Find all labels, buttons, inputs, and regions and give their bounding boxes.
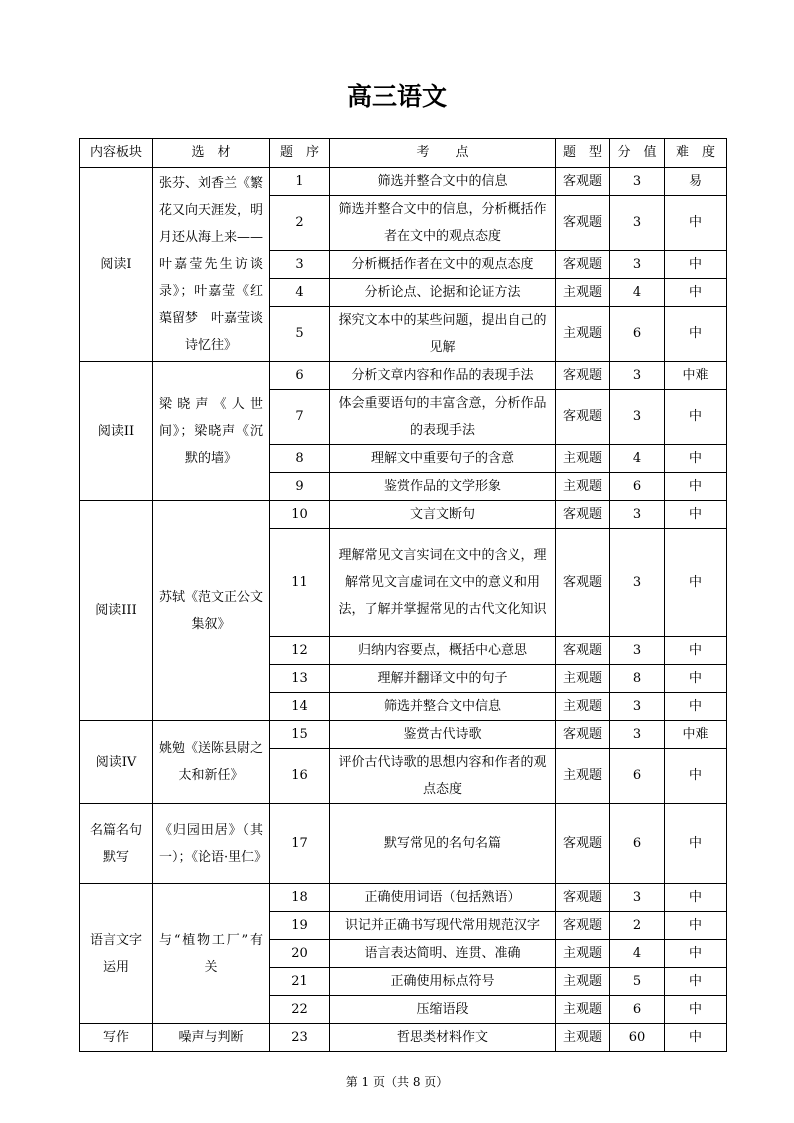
material-cell: 梁晓声《人世间》；梁晓声《沉默的墙》 [153, 362, 270, 501]
header-cell: 题 序 [270, 139, 330, 168]
question-type-cell: 客观题 [556, 529, 610, 637]
question-type-cell: 主观题 [556, 996, 610, 1024]
question-type-cell: 客观题 [556, 362, 610, 390]
exam-point-cell: 识记并正确书写现代常用规范汉字 [330, 912, 556, 940]
exam-point-cell: 筛选并整合文中信息 [330, 693, 556, 721]
question-number-cell: 11 [270, 529, 330, 637]
exam-point-cell: 哲思类材料作文 [330, 1024, 556, 1052]
question-type-cell: 主观题 [556, 693, 610, 721]
question-type-cell: 客观题 [556, 501, 610, 529]
block-name-cell: 语言文字运用 [80, 884, 153, 1024]
question-type-cell: 客观题 [556, 196, 610, 251]
question-type-cell: 主观题 [556, 473, 610, 501]
header-cell: 分 值 [610, 139, 665, 168]
difficulty-cell: 中 [665, 804, 727, 884]
header-cell: 内容板块 [80, 139, 153, 168]
exam-point-cell: 分析文章内容和作品的表现手法 [330, 362, 556, 390]
question-type-cell: 主观题 [556, 1024, 610, 1052]
score-cell: 2 [610, 912, 665, 940]
exam-spec-table [79, 138, 727, 1052]
material-cell: 《归园田居》（其一）；《论语·里仁》 [153, 804, 270, 884]
question-number-cell: 12 [270, 637, 330, 665]
question-number-cell: 9 [270, 473, 330, 501]
question-type-cell: 客观题 [556, 637, 610, 665]
question-type-cell: 主观题 [556, 445, 610, 473]
difficulty-cell: 中 [665, 1024, 727, 1052]
exam-point-cell: 文言文断句 [330, 501, 556, 529]
score-cell: 6 [610, 473, 665, 501]
difficulty-cell: 中 [665, 749, 727, 804]
score-cell: 5 [610, 968, 665, 996]
question-type-cell: 客观题 [556, 390, 610, 445]
block-name-cell: 写作 [80, 1024, 153, 1052]
score-cell: 3 [610, 529, 665, 637]
difficulty-cell: 中 [665, 968, 727, 996]
material-cell: 姚勉《送陈县尉之太和新任》 [153, 721, 270, 804]
exam-point-cell: 压缩语段 [330, 996, 556, 1024]
score-cell: 3 [610, 390, 665, 445]
score-cell: 3 [610, 362, 665, 390]
question-number-cell: 10 [270, 501, 330, 529]
difficulty-cell: 中难 [665, 721, 727, 749]
material-cell: 与“植物工厂”有关 [153, 884, 270, 1024]
question-number-cell: 15 [270, 721, 330, 749]
block-name-cell: 阅读IV [80, 721, 153, 804]
question-number-cell: 4 [270, 279, 330, 307]
block-name-cell: 阅读I [80, 168, 153, 362]
question-number-cell: 8 [270, 445, 330, 473]
difficulty-cell: 中 [665, 279, 727, 307]
score-cell: 4 [610, 445, 665, 473]
header-cell: 难 度 [665, 139, 727, 168]
question-type-cell: 客观题 [556, 912, 610, 940]
question-number-cell: 19 [270, 912, 330, 940]
difficulty-cell: 中 [665, 940, 727, 968]
score-cell: 3 [610, 721, 665, 749]
question-number-cell: 7 [270, 390, 330, 445]
exam-point-cell: 分析论点、论据和论证方法 [330, 279, 556, 307]
difficulty-cell: 中 [665, 307, 727, 362]
score-cell: 3 [610, 168, 665, 196]
table-body [80, 168, 727, 1052]
score-cell: 3 [610, 637, 665, 665]
score-cell: 4 [610, 940, 665, 968]
question-number-cell: 1 [270, 168, 330, 196]
score-cell: 8 [610, 665, 665, 693]
score-cell: 6 [610, 307, 665, 362]
question-number-cell: 13 [270, 665, 330, 693]
table-row [80, 362, 727, 390]
question-type-cell: 主观题 [556, 749, 610, 804]
score-cell: 3 [610, 693, 665, 721]
score-cell: 4 [610, 279, 665, 307]
difficulty-cell: 中难 [665, 362, 727, 390]
difficulty-cell: 中 [665, 390, 727, 445]
question-type-cell: 客观题 [556, 884, 610, 912]
block-name-cell: 阅读III [80, 501, 153, 721]
question-type-cell: 客观题 [556, 804, 610, 884]
question-number-cell: 20 [270, 940, 330, 968]
header-cell: 题 型 [556, 139, 610, 168]
exam-point-cell: 理解文中重要句子的含意 [330, 445, 556, 473]
question-number-cell: 2 [270, 196, 330, 251]
difficulty-cell: 中 [665, 665, 727, 693]
exam-point-cell: 归纳内容要点，概括中心意思 [330, 637, 556, 665]
material-cell: 张芬、刘香兰《繁花又向天涯发，明月还从海上来——叶嘉莹先生访谈录》；叶嘉莹《红蕖留梦 叶嘉莹谈诗忆往》 [153, 168, 270, 362]
table-row [80, 721, 727, 749]
difficulty-cell: 中 [665, 251, 727, 279]
exam-point-cell: 语言表达简明、连贯、准确 [330, 940, 556, 968]
material-cell: 苏轼《范文正公文集叙》 [153, 501, 270, 721]
exam-point-cell: 理解并翻译文中的句子 [330, 665, 556, 693]
table-row [80, 168, 727, 196]
block-name-cell: 阅读II [80, 362, 153, 501]
exam-point-cell: 分析概括作者在文中的观点态度 [330, 251, 556, 279]
question-number-cell: 14 [270, 693, 330, 721]
exam-point-cell: 默写常见的名句名篇 [330, 804, 556, 884]
exam-point-cell: 正确使用标点符号 [330, 968, 556, 996]
question-type-cell: 主观题 [556, 279, 610, 307]
question-number-cell: 5 [270, 307, 330, 362]
difficulty-cell: 中 [665, 637, 727, 665]
page-title: 高三语文 [346, 82, 447, 111]
table-row [80, 884, 727, 912]
question-type-cell: 客观题 [556, 251, 610, 279]
score-cell: 3 [610, 884, 665, 912]
question-number-cell: 18 [270, 884, 330, 912]
header-cell: 选 材 [153, 139, 270, 168]
exam-point-cell: 筛选并整合文中的信息，分析概括作者在文中的观点态度 [330, 196, 556, 251]
exam-point-cell: 正确使用词语（包括熟语） [330, 884, 556, 912]
question-type-cell: 客观题 [556, 168, 610, 196]
table-row [80, 1024, 727, 1052]
score-cell: 6 [610, 804, 665, 884]
difficulty-cell: 中 [665, 529, 727, 637]
page-footer: 第 1 页（共 8 页） [345, 1075, 449, 1089]
score-cell: 60 [610, 1024, 665, 1052]
question-number-cell: 6 [270, 362, 330, 390]
score-cell: 3 [610, 501, 665, 529]
question-type-cell: 主观题 [556, 307, 610, 362]
block-name-cell: 名篇名句默写 [80, 804, 153, 884]
question-type-cell: 主观题 [556, 968, 610, 996]
question-number-cell: 17 [270, 804, 330, 884]
header-cell: 考 点 [330, 139, 556, 168]
exam-point-cell: 理解常见文言实词在文中的含义，理解常见文言虚词在文中的意义和用法，了解并掌握常见的古代文化知识 [330, 529, 556, 637]
table-row [80, 501, 727, 529]
score-cell: 6 [610, 749, 665, 804]
difficulty-cell: 中 [665, 501, 727, 529]
question-number-cell: 21 [270, 968, 330, 996]
exam-point-cell: 鉴赏作品的文学形象 [330, 473, 556, 501]
difficulty-cell: 中 [665, 196, 727, 251]
question-number-cell: 22 [270, 996, 330, 1024]
difficulty-cell: 易 [665, 168, 727, 196]
table-header-row [80, 139, 727, 168]
difficulty-cell: 中 [665, 693, 727, 721]
difficulty-cell: 中 [665, 445, 727, 473]
score-cell: 6 [610, 996, 665, 1024]
question-type-cell: 主观题 [556, 940, 610, 968]
question-number-cell: 3 [270, 251, 330, 279]
difficulty-cell: 中 [665, 996, 727, 1024]
difficulty-cell: 中 [665, 912, 727, 940]
exam-point-cell: 筛选并整合文中的信息 [330, 168, 556, 196]
table-row [80, 804, 727, 884]
question-type-cell: 主观题 [556, 665, 610, 693]
difficulty-cell: 中 [665, 884, 727, 912]
exam-point-cell: 探究文本中的某些问题，提出自己的见解 [330, 307, 556, 362]
exam-point-cell: 鉴赏古代诗歌 [330, 721, 556, 749]
score-cell: 3 [610, 196, 665, 251]
exam-point-cell: 评价古代诗歌的思想内容和作者的观点态度 [330, 749, 556, 804]
score-cell: 3 [610, 251, 665, 279]
difficulty-cell: 中 [665, 473, 727, 501]
question-type-cell: 客观题 [556, 721, 610, 749]
question-number-cell: 16 [270, 749, 330, 804]
exam-point-cell: 体会重要语句的丰富含意，分析作品的表现手法 [330, 390, 556, 445]
question-number-cell: 23 [270, 1024, 330, 1052]
material-cell: 噪声与判断 [153, 1024, 270, 1052]
